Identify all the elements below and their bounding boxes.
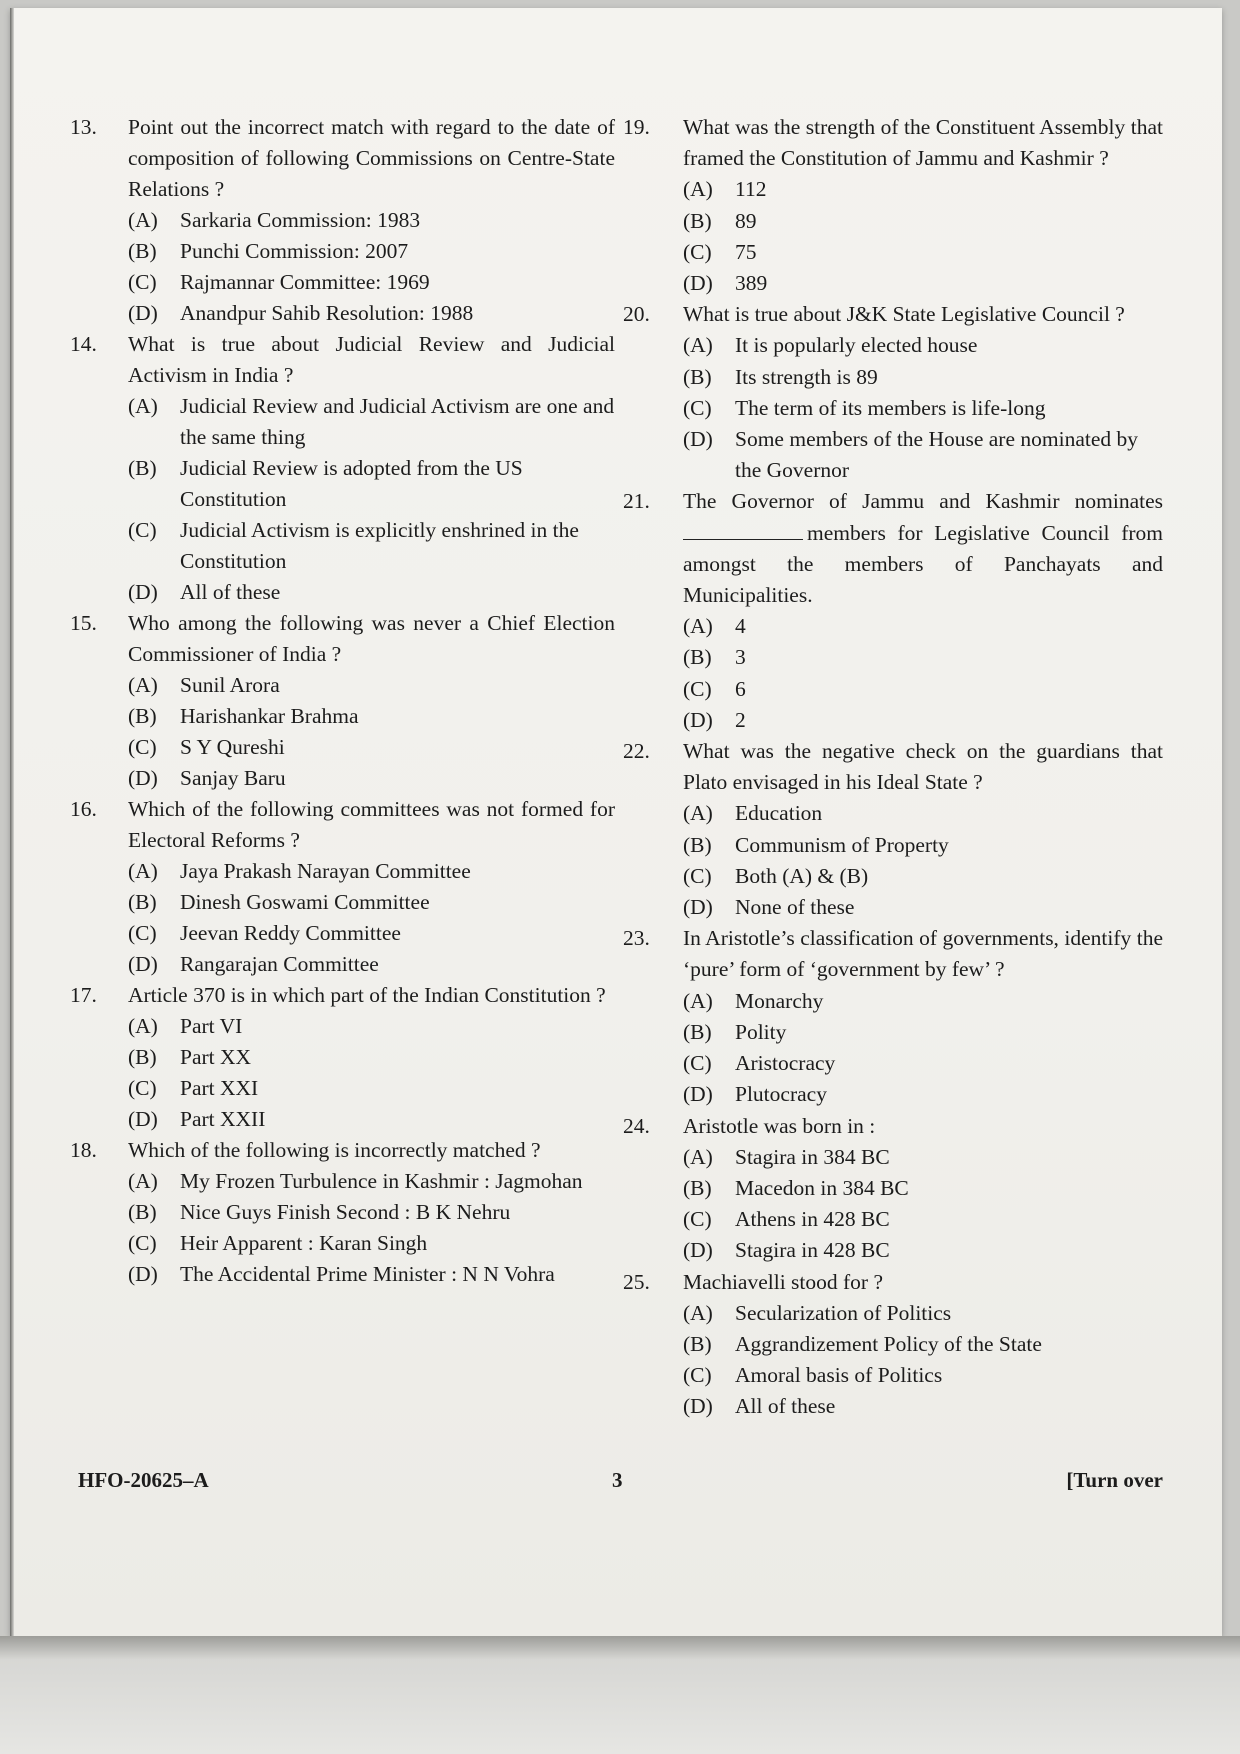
option-text: Monarchy xyxy=(735,988,824,1013)
option-text: Athens in 428 BC xyxy=(735,1207,890,1232)
paper-code: HFO-20625–A xyxy=(78,1468,209,1492)
option-text: All of these xyxy=(180,580,281,604)
option-label: (D) xyxy=(683,271,713,296)
option-a xyxy=(683,986,1163,1017)
option-d xyxy=(683,892,1163,923)
option-label: (C) xyxy=(128,518,157,542)
option-text: Secularization of Politics xyxy=(735,1300,952,1325)
option-b xyxy=(128,236,615,267)
option-label: (D) xyxy=(683,427,713,452)
option-label: (C) xyxy=(683,676,712,701)
option-label: (A) xyxy=(683,988,713,1013)
option-d xyxy=(128,1259,615,1290)
option-label: (C) xyxy=(683,1207,712,1232)
question-text: Aristotle was born in : xyxy=(683,1113,876,1138)
option-d xyxy=(128,298,615,329)
option-text: Polity xyxy=(735,1019,787,1044)
option-text: Amoral basis of Politics xyxy=(735,1363,943,1388)
option-c xyxy=(683,1048,1163,1079)
option-label: (C) xyxy=(128,1076,157,1100)
option-b xyxy=(683,1329,1163,1360)
option-b xyxy=(128,701,615,732)
question-23 xyxy=(623,923,1163,1110)
option-a xyxy=(128,856,615,887)
option-label: (A) xyxy=(128,859,158,883)
option-label: (B) xyxy=(683,832,712,857)
option-text: Judicial Review is adopted from the US Constitution xyxy=(180,456,523,511)
option-text: Rangarajan Committee xyxy=(180,952,379,976)
option-label: (A) xyxy=(683,333,713,358)
option-text: S Y Qureshi xyxy=(180,735,285,759)
option-label: (B) xyxy=(683,1331,712,1356)
option-d xyxy=(683,1079,1163,1110)
question-text: What is true about J&K State Legislative Council ? xyxy=(683,302,1125,327)
question-text: Which of the following is incorrectly matched ? xyxy=(128,1138,541,1162)
option-c xyxy=(128,1073,615,1104)
question-number: 19. xyxy=(623,115,650,139)
question-text: What was the strength of the Constituent Assembly that framed the Constitution of Jammu and Kashmir ? xyxy=(683,115,1163,171)
option-text: 4 xyxy=(735,614,746,639)
option-label: (A) xyxy=(128,1169,158,1193)
option-text: Jeevan Reddy Committee xyxy=(180,921,401,945)
option-label: (B) xyxy=(128,1045,157,1069)
right-column xyxy=(623,112,1163,1423)
question-number: 25. xyxy=(623,1269,650,1294)
option-a xyxy=(683,1142,1163,1173)
option-d xyxy=(683,705,1163,736)
option-b xyxy=(128,1197,615,1228)
question-22 xyxy=(623,736,1163,923)
option-a xyxy=(683,330,1163,361)
turn-over-note: [Turn over xyxy=(1066,1468,1163,1492)
option-text: 89 xyxy=(735,208,757,233)
option-c xyxy=(683,237,1163,268)
option-b xyxy=(683,206,1163,237)
option-b xyxy=(683,830,1163,861)
option-a xyxy=(683,174,1163,205)
option-text: Jaya Prakash Narayan Committee xyxy=(180,859,471,883)
option-text: Education xyxy=(735,801,823,826)
question-text-start: The Governor of Jammu and Kashmir nominates xyxy=(683,489,1163,514)
option-a xyxy=(683,1298,1163,1329)
option-text: Some members of the House are nominated by the Governor xyxy=(735,427,1139,483)
option-text: The Accidental Prime Minister : N N Vohra xyxy=(180,1262,555,1286)
option-text: Harishankar Brahma xyxy=(180,704,359,728)
option-label: (D) xyxy=(128,301,158,325)
option-label: (D) xyxy=(683,1394,713,1419)
option-label: (B) xyxy=(683,1175,712,1200)
option-text: Rajmannar Committee: 1969 xyxy=(180,270,430,294)
option-text: All of these xyxy=(735,1394,836,1419)
question-number: 14. xyxy=(70,332,97,356)
option-d xyxy=(683,1391,1163,1422)
option-text: Aggrandizement Policy of the State xyxy=(735,1331,1042,1356)
option-text: Part VI xyxy=(180,1014,243,1038)
option-b xyxy=(683,1173,1163,1204)
option-text: 6 xyxy=(735,676,746,701)
option-label: (A) xyxy=(683,1144,713,1169)
page-number: 3 xyxy=(612,1468,623,1492)
option-text: Punchi Commission: 2007 xyxy=(180,239,409,263)
option-label: (B) xyxy=(683,1019,712,1044)
option-d xyxy=(683,424,1163,486)
option-c xyxy=(128,267,615,298)
option-label: (A) xyxy=(128,1014,158,1038)
option-a xyxy=(128,1011,615,1042)
option-c xyxy=(128,1228,615,1259)
question-text: What was the negative check on the guardians that Plato envisaged in his Ideal State ? xyxy=(683,739,1163,795)
question-25 xyxy=(623,1267,1163,1423)
option-text: Both (A) & (B) xyxy=(735,863,869,888)
question-17 xyxy=(70,980,615,1135)
question-text: Article 370 is in which part of the Indian Constitution ? xyxy=(128,983,606,1007)
option-text: Dinesh Goswami Committee xyxy=(180,890,430,914)
question-text-end: members for Legislative Council from amongst the members of Panchayats and Municipalities. xyxy=(683,520,1163,608)
option-label: (D) xyxy=(683,1082,713,1107)
question-19 xyxy=(623,112,1163,299)
option-label: (D) xyxy=(128,580,158,604)
option-label: (C) xyxy=(683,1051,712,1076)
question-number: 23. xyxy=(623,926,650,951)
question-text: Machiavelli stood for ? xyxy=(683,1269,884,1294)
question-number: 20. xyxy=(623,302,650,327)
option-a xyxy=(128,205,615,236)
option-d xyxy=(128,949,615,980)
question-text: In Aristotle’s classification of governments, identify the ‘pure’ form of ‘government by few’ ? xyxy=(683,926,1163,982)
option-label: (C) xyxy=(683,1363,712,1388)
option-label: (A) xyxy=(683,177,713,202)
option-label: (B) xyxy=(128,239,157,263)
option-text: Heir Apparent : Karan Singh xyxy=(180,1231,428,1255)
option-text: 389 xyxy=(735,271,768,296)
option-text: 2 xyxy=(735,707,746,732)
question-text: What is true about Judicial Review and Judicial Activism in India ? xyxy=(128,332,615,387)
question-number: 18. xyxy=(70,1138,97,1162)
option-text: Anandpur Sahib Resolution: 1988 xyxy=(180,301,474,325)
option-label: (D) xyxy=(128,766,158,790)
option-label: (C) xyxy=(128,270,157,294)
option-text: Macedon in 384 BC xyxy=(735,1175,909,1200)
option-text: Stagira in 384 BC xyxy=(735,1144,890,1169)
option-label: (D) xyxy=(683,895,713,920)
option-text: Part XXII xyxy=(180,1107,266,1131)
option-label: (A) xyxy=(683,614,713,639)
option-label: (A) xyxy=(683,1300,713,1325)
option-text: Sunil Arora xyxy=(180,673,280,697)
question-21 xyxy=(623,486,1163,736)
option-text: Stagira in 428 BC xyxy=(735,1238,890,1263)
question-number: 15. xyxy=(70,611,97,635)
option-text: Judicial Review and Judicial Activism are one and the same thing xyxy=(180,394,615,449)
option-a xyxy=(128,670,615,701)
option-text: My Frozen Turbulence in Kashmir : Jagmohan xyxy=(180,1169,583,1193)
option-label: (B) xyxy=(128,890,157,914)
option-label: (C) xyxy=(128,921,157,945)
question-number: 16. xyxy=(70,797,97,821)
option-label: (C) xyxy=(683,239,712,264)
option-d xyxy=(683,1235,1163,1266)
option-b xyxy=(683,1017,1163,1048)
question-text xyxy=(683,486,1163,611)
option-text: Judicial Activism is explicitly enshrined in the Constitution xyxy=(180,518,579,573)
option-text: 112 xyxy=(735,177,767,202)
option-text: Nice Guys Finish Second : B K Nehru xyxy=(180,1200,511,1224)
option-text: Its strength is 89 xyxy=(735,364,878,389)
option-label: (C) xyxy=(128,1231,157,1255)
option-text: Aristocracy xyxy=(735,1051,836,1076)
option-text: Part XXI xyxy=(180,1076,259,1100)
question-24 xyxy=(623,1111,1163,1267)
option-c xyxy=(128,918,615,949)
option-text: Sanjay Baru xyxy=(180,766,286,790)
option-d xyxy=(128,1104,615,1135)
option-c xyxy=(128,732,615,763)
option-a xyxy=(128,1166,615,1197)
option-text: Plutocracy xyxy=(735,1082,827,1107)
question-15 xyxy=(70,608,615,794)
option-text: It is popularly elected house xyxy=(735,333,978,358)
option-label: (D) xyxy=(683,707,713,732)
left-column xyxy=(70,112,615,1290)
question-13 xyxy=(70,112,615,329)
option-label: (B) xyxy=(128,704,157,728)
option-label: (B) xyxy=(683,208,712,233)
question-text: Who among the following was never a Chief Election Commissioner of India ? xyxy=(128,611,615,666)
option-b xyxy=(128,1042,615,1073)
question-18 xyxy=(70,1135,615,1290)
option-label: (D) xyxy=(683,1238,713,1263)
fill-in-blank xyxy=(683,521,803,540)
option-text: Part XX xyxy=(180,1045,252,1069)
option-text: The term of its members is life-long xyxy=(735,395,1046,420)
option-b xyxy=(128,887,615,918)
option-label: (D) xyxy=(128,952,158,976)
option-label: (D) xyxy=(128,1262,158,1286)
option-label: (A) xyxy=(128,394,158,418)
option-c xyxy=(683,861,1163,892)
option-b xyxy=(683,362,1163,393)
option-label: (B) xyxy=(128,456,157,480)
option-label: (C) xyxy=(128,735,157,759)
question-number: 17. xyxy=(70,983,97,1007)
option-label: (C) xyxy=(683,395,712,420)
question-number: 13. xyxy=(70,115,97,139)
option-c xyxy=(128,515,615,577)
question-text: Point out the incorrect match with regard to the date of composition of following Commissions on Centre-State Relations ? xyxy=(128,115,615,201)
option-text: Communism of Property xyxy=(735,832,949,857)
option-text: 3 xyxy=(735,645,746,670)
page-fold-shadow xyxy=(10,8,14,1636)
option-label: (C) xyxy=(683,863,712,888)
option-text: None of these xyxy=(735,895,855,920)
option-a xyxy=(683,798,1163,829)
option-d xyxy=(128,763,615,794)
option-label: (D) xyxy=(128,1107,158,1131)
option-b xyxy=(683,642,1163,673)
option-c xyxy=(683,393,1163,424)
option-a xyxy=(128,391,615,453)
option-c xyxy=(683,1360,1163,1391)
option-label: (A) xyxy=(128,208,158,232)
option-b xyxy=(128,453,615,515)
option-c xyxy=(683,674,1163,705)
question-number: 21. xyxy=(623,489,650,514)
question-text: Which of the following committees was not formed for Electoral Reforms ? xyxy=(128,797,615,852)
option-label: (B) xyxy=(683,645,712,670)
question-14 xyxy=(70,329,615,608)
question-number: 24. xyxy=(623,1113,650,1138)
option-text: Sarkaria Commission: 1983 xyxy=(180,208,421,232)
scanner-background xyxy=(0,1636,1240,1754)
option-label: (B) xyxy=(683,364,712,389)
option-label: (A) xyxy=(683,801,713,826)
option-d xyxy=(128,577,615,608)
question-16 xyxy=(70,794,615,980)
question-20 xyxy=(623,299,1163,486)
option-d xyxy=(683,268,1163,299)
question-number: 22. xyxy=(623,739,650,764)
option-text: 75 xyxy=(735,239,757,264)
option-label: (A) xyxy=(128,673,158,697)
option-a xyxy=(683,611,1163,642)
option-c xyxy=(683,1204,1163,1235)
option-label: (B) xyxy=(128,1200,157,1224)
